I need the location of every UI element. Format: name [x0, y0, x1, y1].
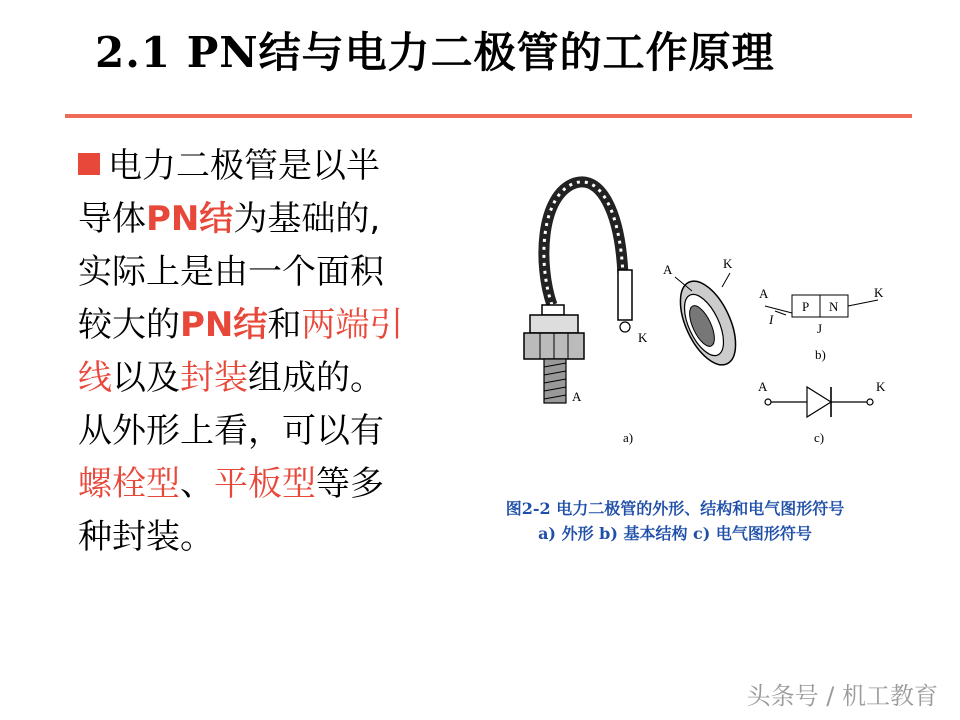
current-label: I [769, 312, 774, 327]
junction-label: J [817, 321, 823, 336]
body-line-3: 实际上是由一个面积 [78, 252, 384, 292]
page-title: 2.1 PN结与电力二极管的工作原理 [95, 28, 775, 77]
pn-structure-drawing [765, 295, 878, 317]
body-line-4: 较大的PN结和两端引 [78, 305, 404, 345]
highlight-stud-type: 螺栓型 [78, 464, 180, 504]
stud-anode-label: A [572, 389, 582, 404]
structure-cathode-label: K [874, 285, 884, 300]
symbol-cathode-label: K [876, 379, 886, 394]
figure-caption-title: 图2-2 电力二极管的外形、结构和电气图形符号 [505, 499, 845, 518]
figure-c-label: c) [814, 430, 825, 445]
square-bullet-icon [78, 153, 100, 175]
symbol-anode-label: A [758, 379, 768, 394]
highlight-pn-junction-2: PN结 [180, 305, 268, 345]
stud-diode-drawing [524, 182, 632, 403]
watermark: 头条号 / 机工教育 [746, 682, 938, 710]
highlight-press-pack-type: 平板型 [214, 464, 316, 504]
disc-diode-drawing [669, 273, 747, 373]
structure-anode-label: A [759, 286, 769, 301]
figure-a-label: a) [623, 430, 634, 445]
p-region-label: P [802, 299, 810, 314]
highlight-pn-junction: PN结 [146, 199, 234, 239]
stud-cathode-label: K [638, 330, 648, 345]
body-line-1: 电力二极管是以半 [78, 140, 448, 193]
title-divider [65, 114, 912, 118]
body-line-6: 从外形上看，可以有 [78, 411, 384, 451]
highlight-leads: 两端引 [301, 305, 404, 345]
disc-anode-label: A [663, 262, 673, 277]
highlight-leads-end: 线 [78, 358, 112, 398]
diode-figure [520, 165, 920, 455]
body-text [78, 140, 448, 564]
body-line-2: 导体PN结为基础的, [78, 199, 381, 239]
body-line-8: 种封装。 [78, 517, 214, 557]
body-line-5: 线以及封装组成的。 [78, 358, 384, 398]
body-line-7: 螺栓型、平板型等多 [78, 464, 384, 504]
diode-symbol-drawing [765, 387, 873, 417]
n-region-label: N [829, 299, 839, 314]
disc-cathode-label: K [723, 256, 733, 271]
figure-caption-subtitle: a) 外形 b) 基本结构 c) 电气图形符号 [538, 524, 812, 543]
figure-b-label: b) [815, 347, 826, 362]
highlight-package: 封装 [180, 358, 248, 398]
